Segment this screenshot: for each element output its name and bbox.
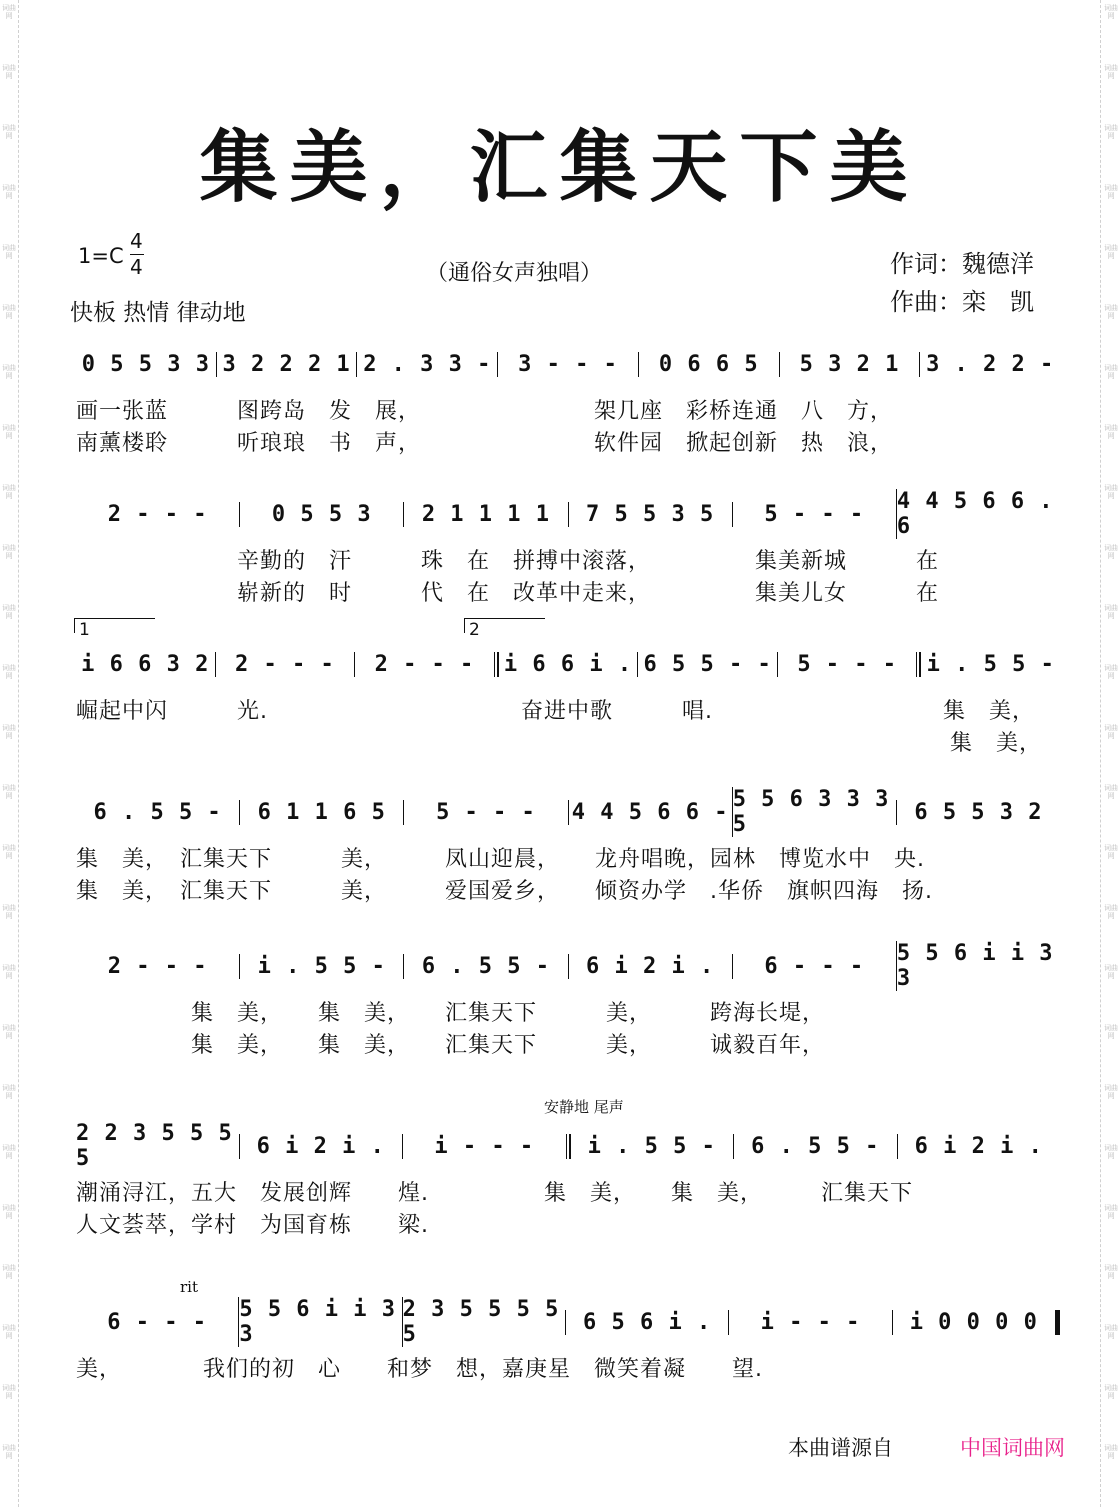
watermark: 词曲网 <box>1104 604 1118 620</box>
measure: 6 5 6 i . <box>565 1310 728 1335</box>
measure: 2 - - - <box>215 652 355 677</box>
measure: i - - - <box>728 1310 891 1335</box>
watermark: 词曲网 <box>2 124 16 140</box>
measure: 6 . 5 5 - <box>93 799 222 825</box>
watermark: 词曲网 <box>1104 1084 1118 1100</box>
measure: 6 5 5 - - <box>637 652 777 677</box>
measure: 5 5 6 i i 3 3 <box>238 1297 401 1347</box>
lyrics-verse-1: 潮涌浔江，五大 发展创辉 煌. 集 美， 集 美， 汇集天下 <box>76 1181 913 1206</box>
measure: 5 - - - <box>403 800 567 825</box>
watermark: 词曲网 <box>2 424 16 440</box>
notation-line <box>76 787 1060 837</box>
notation-line <box>76 344 1060 384</box>
watermark: 词曲网 <box>1104 844 1118 860</box>
measure: 6 i 2 i . <box>239 1134 403 1159</box>
measure: i 6 6 3 2 <box>81 651 210 677</box>
measure: 6 i 2 i . <box>568 954 732 979</box>
watermark: 词曲网 <box>2 904 16 920</box>
measure: 0 6 6 5 <box>638 352 779 377</box>
watermark: 词曲网 <box>1104 424 1118 440</box>
lyricist-credit: 作词：魏德洋 <box>890 250 1034 278</box>
watermark: 词曲网 <box>1104 184 1118 200</box>
lyrics-verse-2: 南薰楼聆 听琅琅 书 声， 软件园 掀起创新 热 浪， <box>76 431 894 456</box>
measure: 5 5 6 3 3 3 5 <box>732 787 896 837</box>
watermark: 词曲网 <box>1104 244 1118 260</box>
notation-line <box>76 489 1060 539</box>
watermark: 词曲网 <box>1104 724 1118 740</box>
measure: 5 5 6 i i 3 3 <box>896 941 1060 991</box>
lyrics-verse-2: 集 美， <box>76 731 1043 756</box>
subtitle: （通俗女声独唱） <box>426 261 603 286</box>
lyrics-verse-1: 辛勤的 汗 珠 在 拼搏中滚落， 集美新城 在 <box>76 549 940 574</box>
watermark: 词曲网 <box>2 544 16 560</box>
watermark: 词曲网 <box>1104 1444 1118 1460</box>
watermark: 词曲网 <box>2 4 16 20</box>
watermark: 词曲网 <box>2 1324 16 1340</box>
watermark: 词曲网 <box>1104 484 1118 500</box>
watermark: 词曲网 <box>2 484 16 500</box>
watermark-strip-right <box>1100 0 1119 1507</box>
watermark: 词曲网 <box>1104 1144 1118 1160</box>
watermark: 词曲网 <box>1104 544 1118 560</box>
watermark: 词曲网 <box>2 64 16 80</box>
notation-line <box>76 644 1060 684</box>
measure: 5 3 2 1 <box>779 352 920 377</box>
watermark: 词曲网 <box>1104 964 1118 980</box>
measure: 6 1 1 6 5 <box>239 800 403 825</box>
watermark: 词曲网 <box>2 664 16 680</box>
tempo-marking: 快板 热情 律动地 <box>70 300 246 326</box>
watermark: 词曲网 <box>1104 304 1118 320</box>
watermark: 词曲网 <box>1104 124 1118 140</box>
watermark: 词曲网 <box>1104 1324 1118 1340</box>
measure: 5 - - - <box>732 502 896 527</box>
measure-final: i 0 0 0 0 <box>892 1310 1060 1335</box>
measure: 4 4 5 6 6 - <box>568 800 732 825</box>
measure: 0 5 5 3 3 <box>81 351 210 377</box>
watermark: 词曲网 <box>1104 904 1118 920</box>
watermark-strip-left <box>0 0 19 1507</box>
measure: 4 4 5 6 6 . 6 <box>896 489 1060 539</box>
watermark: 词曲网 <box>2 964 16 980</box>
measure: 6 . 5 5 - <box>733 1134 897 1159</box>
measure: 3 . 2 2 - <box>919 352 1060 377</box>
source-note: 本曲谱源自 <box>788 1436 893 1460</box>
watermark: 词曲网 <box>1104 784 1118 800</box>
measure: 7 5 5 3 5 <box>568 502 732 527</box>
watermark: 词曲网 <box>2 244 16 260</box>
lyrics-verse-2: 集 美， 集 美， 汇集天下 美， 诚毅百年， <box>76 1033 826 1058</box>
lyrics-verse-1: 集 美， 集 美， 汇集天下 美， 跨海长堤， <box>76 1001 826 1026</box>
volta-ending-1: 1 <box>74 618 155 633</box>
measure: 6 - - - <box>732 954 896 979</box>
notation-line <box>76 941 1060 991</box>
measure: 2 1 1 1 1 <box>403 502 567 527</box>
watermark: 词曲网 <box>1104 1204 1118 1220</box>
watermark: 词曲网 <box>2 304 16 320</box>
watermark: 词曲网 <box>1104 64 1118 80</box>
watermark: 词曲网 <box>2 724 16 740</box>
watermark: 词曲网 <box>2 184 16 200</box>
rit-marking: rit <box>180 1278 198 1296</box>
notation-line <box>76 1297 1060 1347</box>
measure: i . 5 5 - <box>920 652 1060 677</box>
song-title: 集美，汇集天下美 <box>199 122 920 213</box>
lyrics-verse-1: 画一张蓝 图跨岛 发 展， 架几座 彩桥连通 八 方， <box>76 399 894 424</box>
watermark: 词曲网 <box>2 1144 16 1160</box>
watermark: 词曲网 <box>1104 664 1118 680</box>
watermark: 词曲网 <box>2 1024 16 1040</box>
watermark: 词曲网 <box>2 784 16 800</box>
measure: 2 2 3 5 5 5 5 <box>76 1121 233 1171</box>
watermark: 词曲网 <box>2 1084 16 1100</box>
watermark: 词曲网 <box>1104 1024 1118 1040</box>
measure: 6 - - - <box>107 1309 208 1335</box>
measure: 6 i 2 i . <box>897 1134 1061 1159</box>
measure: 6 . 5 5 - <box>403 954 567 979</box>
watermark: 词曲网 <box>1104 1384 1118 1400</box>
lyrics-verse-1: 集 美， 汇集天下 美， 凤山迎晨， 龙舟唱晚，园林 博览水中 央. <box>76 847 925 872</box>
watermark: 词曲网 <box>2 1264 16 1280</box>
notation-line <box>76 1121 1060 1171</box>
measure: i 6 6 i . <box>498 652 638 677</box>
measure-repeat-end: 2 - - - <box>354 652 498 677</box>
watermark: 词曲网 <box>2 364 16 380</box>
volta-ending-2: 2 <box>464 618 545 633</box>
measure: i . 5 5 - <box>570 1134 734 1159</box>
watermark: 词曲网 <box>2 844 16 860</box>
lyrics-verse-2: 人文荟萃，学村 为国育栋 梁. <box>76 1213 429 1238</box>
measure-section-end: 5 - - - <box>777 652 921 677</box>
measure: 3 2 2 2 1 <box>216 352 357 377</box>
lyrics-verse-1: 美， 我们的初 心 和梦 想，嘉庚星 微笑着凝 望. <box>76 1357 763 1382</box>
lyrics-verse-2: 集 美， 汇集天下 美， 爱国爱乡， 倾资办学 .华侨 旗帜四海 扬. <box>76 879 933 904</box>
measure: 2 - - - <box>107 501 208 527</box>
measure: 2 . 3 3 - <box>356 352 497 377</box>
measure: i . 5 5 - <box>239 954 403 979</box>
measure: 2 3 5 5 5 5 5 <box>402 1297 565 1347</box>
lyrics-verse-1: 崛起中闪 光. 奋进中歌 唱. 集 美， <box>76 699 1035 724</box>
lyrics-verse-2: 崭新的 时 代 在 改革中走来， 集美儿女 在 <box>76 581 940 606</box>
watermark: 词曲网 <box>2 604 16 620</box>
source-site-link[interactable]: 中国词曲网 <box>960 1436 1065 1460</box>
watermark: 词曲网 <box>1104 1264 1118 1280</box>
time-signature-top: 4 <box>130 229 143 253</box>
key-signature: 1=C <box>78 244 124 268</box>
expression-marking: 安静地 尾声 <box>544 1098 624 1116</box>
time-signature-bottom: 4 <box>130 255 143 279</box>
composer-credit: 作曲：栾 凯 <box>890 288 1034 316</box>
measure: 3 - - - <box>497 352 638 377</box>
watermark: 词曲网 <box>2 1444 16 1460</box>
watermark: 词曲网 <box>1104 364 1118 380</box>
measure: 0 5 5 3 <box>239 502 403 527</box>
watermark: 词曲网 <box>2 1384 16 1400</box>
measure: 2 - - - <box>107 953 208 979</box>
measure-repeat-end: i - - - <box>402 1134 570 1159</box>
watermark: 词曲网 <box>2 1204 16 1220</box>
measure: 6 5 5 3 2 <box>896 800 1060 825</box>
watermark: 词曲网 <box>1104 4 1118 20</box>
